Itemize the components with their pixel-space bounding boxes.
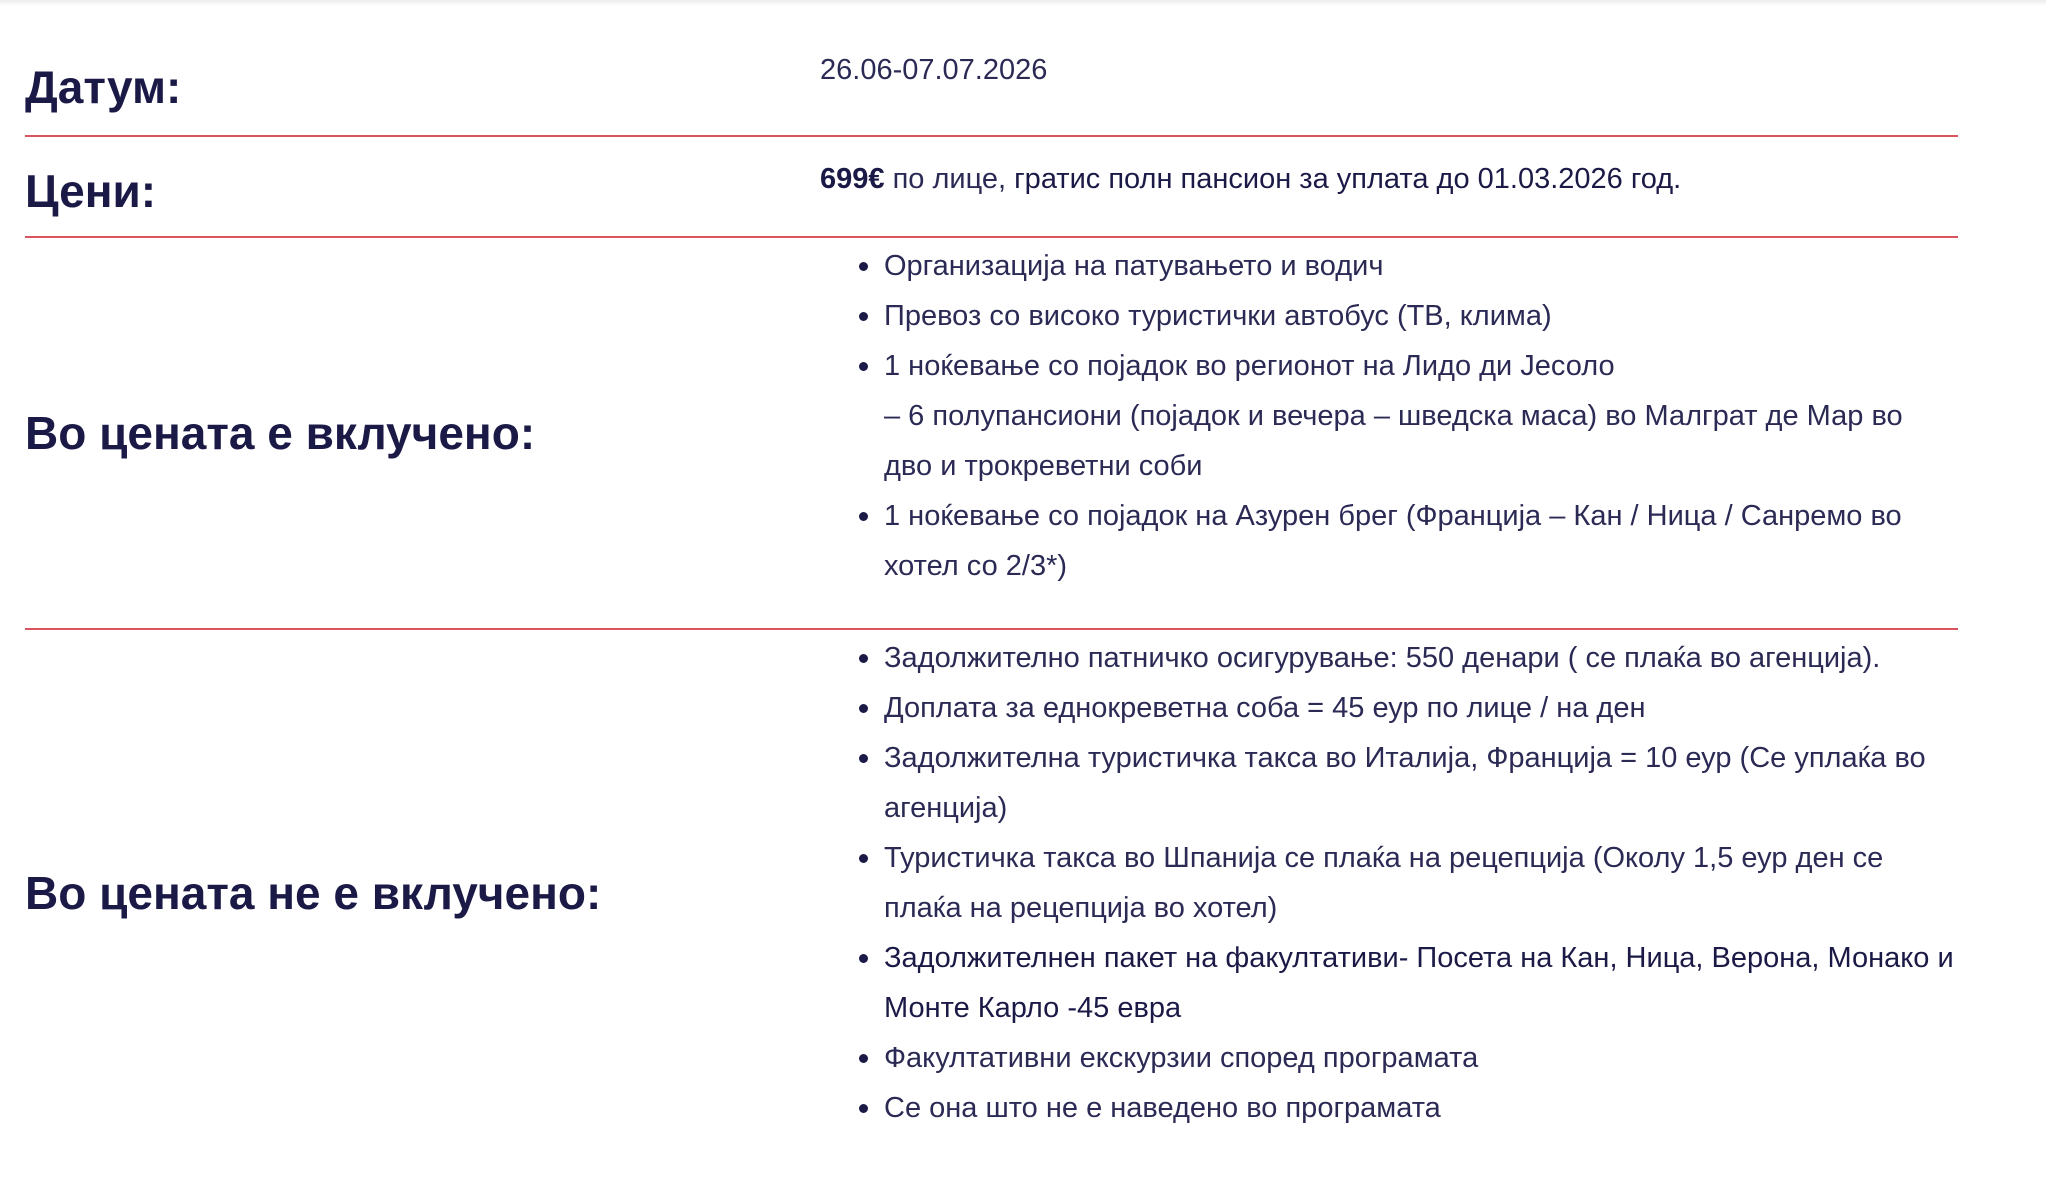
price-amount: 699€: [820, 163, 885, 195]
excluded-item: Туристичка такса во Шпанија се плаќа на рецепција (Околу 1,5 еур ден се плаќа на рецепција во хотел): [884, 833, 1958, 933]
excluded-item: Доплата за еднокреветна соба = 45 еур по лице / на ден: [884, 683, 1958, 733]
included-list-wrapper: [820, 238, 1958, 628]
excluded-item: Задолжителна туристичка такса во Италија, Франција = 10 еур (Се уплаќа во агенција): [884, 733, 1958, 833]
excluded-item: Задолжителнен пакет на факултативи- Посета на Кан, Ница, Верона, Монако и Монте Карло -45 евра: [884, 933, 1958, 1033]
date-value: 26.06-07.07.2026: [820, 54, 1048, 86]
included-item: 1 ноќевање со појадок во регионот на Лидо ди Јесоло – 6 полупансиони (појадок и вечера – шведска маса) во Малграт де Мар во дво и трокреветни соби: [884, 341, 1958, 491]
excluded-list-wrapper: [820, 630, 1958, 1170]
excluded-item: Факултативни екскурзии според програмата: [884, 1033, 1958, 1083]
included-item: 1 ноќевање со појадок на Азурен брег (Франција – Кан / Ница / Санремо во хотел со 2/3*): [884, 491, 1958, 591]
tour-info-table: [25, 0, 1958, 1170]
price-per-person: по лице,: [884, 163, 1015, 195]
included-item: Превоз со високо туристички автобус (ТВ, клима): [884, 291, 1958, 341]
excluded-item: Се она што не е наведено во програмата: [884, 1083, 1958, 1133]
excluded-label: Во цената не е вклучено:: [25, 867, 602, 919]
price-label: Цени:: [25, 165, 157, 217]
included-list: [820, 241, 1958, 591]
included-row: [25, 238, 1958, 630]
price-note: гратис полн пансион за уплата до 01.03.2026 год.: [1014, 163, 1682, 195]
price-row: [25, 137, 1958, 238]
price-value: [820, 137, 1958, 236]
included-item: Организација на патувањето и водич: [884, 241, 1958, 291]
excluded-row: [25, 630, 1958, 1170]
date-label: Датум:: [25, 61, 182, 113]
excluded-list: [820, 633, 1958, 1133]
excluded-item: Задолжително патничко осигурување: 550 денари ( се плаќа во агенција).: [884, 633, 1958, 683]
included-label: Во цената е вклучено:: [25, 407, 536, 459]
date-row: [25, 0, 1958, 137]
